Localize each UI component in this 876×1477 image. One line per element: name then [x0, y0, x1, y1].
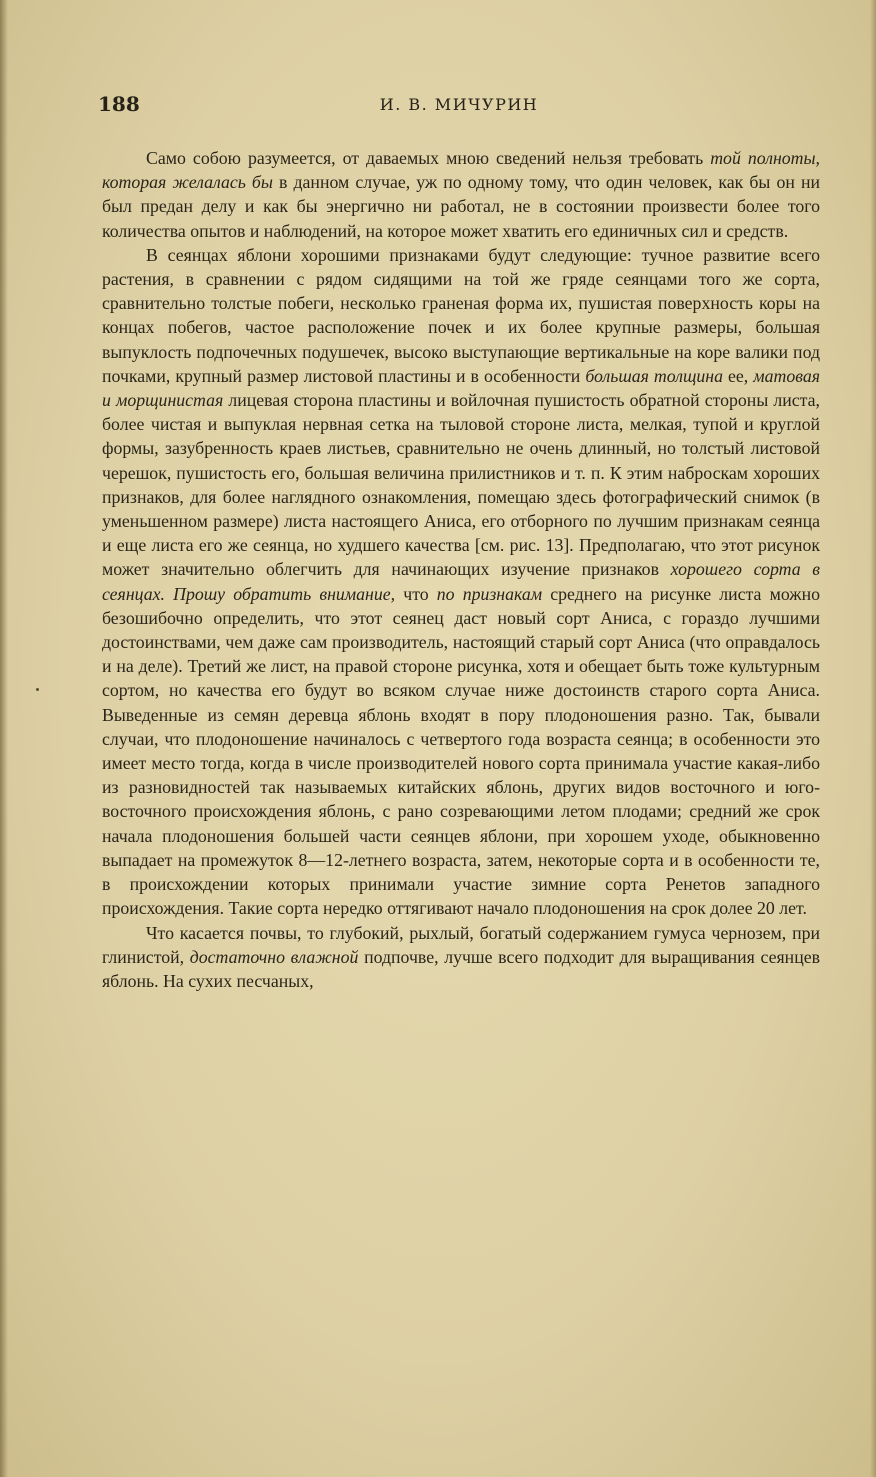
print-speck	[36, 688, 39, 691]
text-segment: ее,	[723, 365, 754, 386]
italic-segment: хорошего сорта в сеянцах. Прошу обратить внимание,	[102, 559, 820, 604]
text-segment: Что касается почвы, то глубокий, рыхлый, богатый содержанием гумуса чернозем, при глинистой,	[102, 922, 820, 967]
text-segment: в данном случае, уж по одному тому, что один человек, как бы он ни был предан делу и как бы энергично ни работал, не в состоянии произвести более того количества опытов и наблюдений, на которое может хватить его единичных сил и средств.	[102, 172, 820, 241]
text-segment: подпочве, лучше всего подходит для выращивания сеянцев яблонь. На сухих песчаных,	[102, 946, 821, 991]
paragraph-3	[102, 921, 820, 994]
body-text	[102, 146, 820, 993]
running-head: И. В. МИЧУРИН	[379, 95, 539, 114]
italic-segment: по признакам	[436, 583, 543, 604]
page-header	[98, 92, 820, 122]
text-segment: Само собою разумеется, от даваемых мною сведений нельзя требовать	[146, 148, 711, 168]
italic-segment: большая толщина	[585, 365, 723, 386]
text-segment: среднего на рисунке листа можно безошибочно определить, что этот сеянец даст новый сорт Аниса, с гораздо лучшими достоинствами, чем даже сам производитель, настоящий старый сорт Аниса (что оправдалось и на деле). Третий же лист, на правой стороне рисунка, хотя и обещает быть тоже культурным сортом, но качества его будут во всяком случае ниже достоинств старого сорта Аниса. Выведенные из семян деревца яблонь входят в пору плодоношения разно. Так, бывали случаи, что плодоношение начиналось с четвертого года возраста сеянца; в особенности это имеет место тогда, когда в числе производителей нового сорта принимала участие какая-либо из разновидностей так называемых китайских яблонь, других видов восточного и юго-восточного происхождения яблонь, с рано созревающими летом плодами; средний же срок начала плодоношения большей части сеянцев яблони, при хорошем уходе, обыкновенно выпадает на промежуток 8—12-летнего возраста, затем, некоторые сорта и в особенности те, в происхождении которых принимали участие зимние сорта Ренетов западного происхождения. Такие сорта нередко оттягивают начало плодоношения на срок долее 20 лет.	[102, 583, 820, 919]
italic-segment: той полноты, которая желалась бы	[102, 148, 820, 193]
italic-segment: достаточно влажной	[189, 946, 359, 967]
page-number: 188	[98, 92, 140, 116]
text-segment: В сеянцах яблони хорошими признаками будут следующие: тучное развитие всего растения, в сравнении с рядом сидящими на той же гряде сеянцами того же сорта, сравнительно толстые побеги, несколько граненая форма их, пушистая поверхность коры на концах побегов, частое расположение почек и их более крупные размеры, большая выпуклость подпочечных подушечек, высоко выступающие вертикальные на коре валики под почками, крупный размер листовой пластины и в особенности	[102, 244, 820, 386]
italic-segment: матовая и морщинистая	[102, 365, 820, 411]
page-edge-shadow-left	[0, 0, 8, 1477]
paragraph-1	[102, 146, 820, 243]
text-segment: лицевая сторона пластины и войлочная пушистость обратной стороны листа, более чистая и выпуклая нервная сетка на тыловой стороне листа, мелкая, тупой и круглой формы, зазубренность краев листьев, сравнительно не очень длинный, но толстый листовой черешок, пушистость его, большая величина прилистников и т. п. К этим наброскам хороших признаков, для более наглядного ознакомления, помещаю здесь фотографический снимок (в уменьшенном размере) листа настоящего Аниса, его отборного по лучшим признакам сеянца и еще листа его же сеянца, но худшего качества [см. рис. 13]. Предполагаю, что этот рисунок может значительно облегчить для начинающих изучение признаков	[102, 390, 820, 580]
page-edge-shadow-right	[870, 0, 876, 1477]
paragraph-2	[102, 243, 820, 921]
text-segment: что	[395, 583, 437, 604]
